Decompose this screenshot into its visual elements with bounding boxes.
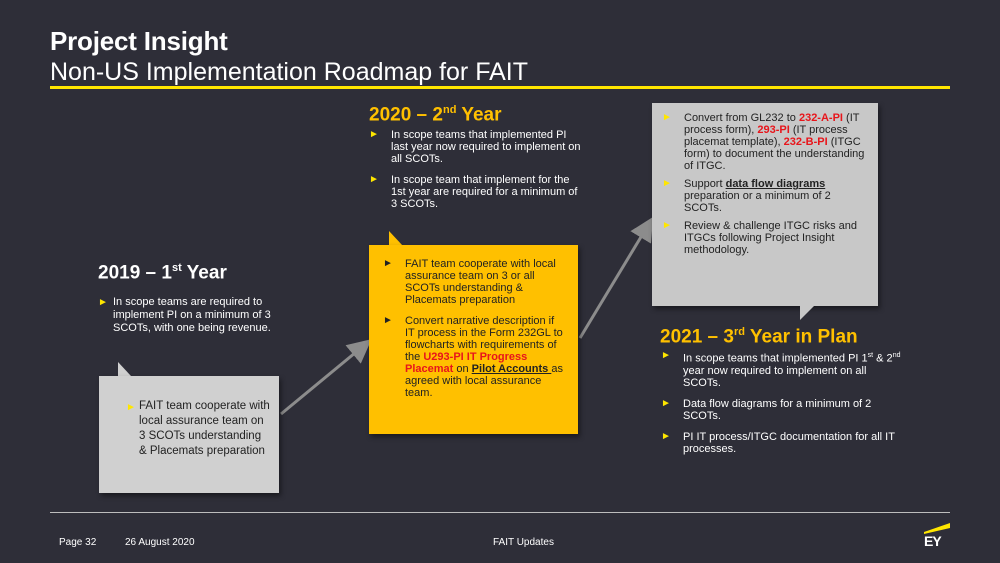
- callout-pointer: [800, 306, 814, 320]
- ey-logo: EY: [922, 520, 954, 550]
- bullet-arrow-icon: ►: [369, 129, 379, 140]
- year1-callout: [99, 376, 279, 493]
- list-item: ► PI IT process/ITGC documentation for all IT processes.: [661, 430, 895, 455]
- list-item: ► In scope team that implement for the 1st year are required for a minimum of 3 SCOTs.: [369, 174, 578, 210]
- data-flow-diagrams-link[interactable]: data flow diagrams: [725, 178, 826, 190]
- footer-date: 26 August 2020: [125, 537, 195, 548]
- bullet-arrow-icon: ►: [661, 397, 671, 409]
- arrow-connector-1: [281, 343, 367, 414]
- list-item: ► Support data flow diagrams preparation or a minimum of 2 SCOTs.: [662, 178, 831, 214]
- list-item: ► In scope teams are required to implement PI on a minimum of 3 SCOTs, with one being revenue.: [98, 296, 271, 334]
- list-item: ► In scope teams that implemented PI 1st & 2nd year now required to implement on all SCOTs.: [661, 350, 901, 389]
- page-subtitle: Non-US Implementation Roadmap for FAIT: [50, 58, 528, 86]
- callout-pointer: [389, 231, 403, 246]
- bullet-arrow-icon: ►: [383, 258, 393, 269]
- footer-divider: [50, 512, 950, 513]
- page-number: Page 32: [59, 537, 97, 548]
- list-item: ► FAIT team cooperate with local assurance team on 3 or all SCOTs understanding & Placemats preparation: [383, 258, 556, 306]
- list-item: ► Convert narrative description if IT process in the Form 232GL to flowcharts with requirements of the U293-PI IT Progress Placemat on Pilot Accounts as agreed with local assurance team.: [383, 315, 563, 399]
- year2-callout: [369, 245, 578, 434]
- year2-bullets: [369, 129, 581, 219]
- list-item: ► FAIT team cooperate with local assurance team on 3 SCOTs understanding & Placemats preparation: [126, 400, 270, 457]
- bullet-arrow-icon: ►: [98, 297, 108, 308]
- list-item: ► Data flow diagrams for a minimum of 2 SCOTs.: [661, 397, 872, 422]
- pilot-accounts-link[interactable]: Pilot Accounts: [471, 363, 552, 375]
- bullet-arrow-icon: ►: [661, 350, 671, 361]
- bullet-arrow-icon: ►: [662, 220, 672, 231]
- bullet-arrow-icon: ►: [126, 402, 136, 413]
- list-item: ► In scope teams that implemented PI last year now required to implement on all SCOTs.: [369, 129, 581, 165]
- year1-heading: 2019 – 1st Year: [98, 262, 227, 284]
- callout-pointer: [118, 362, 131, 376]
- year1-bullets: [98, 296, 278, 344]
- list-item: ► Review & challenge ITGC risks and ITGCs following Project Insight methodology.: [662, 220, 858, 256]
- footer-center-label: FAIT Updates: [493, 537, 554, 548]
- year3-heading: 2021 – 3rd Year in Plan: [660, 326, 858, 348]
- page-title: Project Insight: [50, 26, 228, 56]
- arrow-connector-2: [580, 222, 650, 338]
- list-item: ► Convert from GL232 to 232-A-PI (IT process form), 293-PI (IT process placemat template), 232-B-PI (ITGC form) to document the understanding of ITGC.: [662, 112, 865, 172]
- bullet-arrow-icon: ►: [661, 430, 671, 442]
- year2-heading: 2020 – 2nd Year: [369, 104, 502, 126]
- bullet-arrow-icon: ►: [383, 315, 393, 326]
- bullet-arrow-icon: ►: [369, 174, 379, 185]
- year3-callout: [652, 103, 878, 306]
- bullet-arrow-icon: ►: [662, 178, 672, 189]
- bullet-arrow-icon: ►: [662, 112, 672, 123]
- year3-bullets: [661, 350, 906, 464]
